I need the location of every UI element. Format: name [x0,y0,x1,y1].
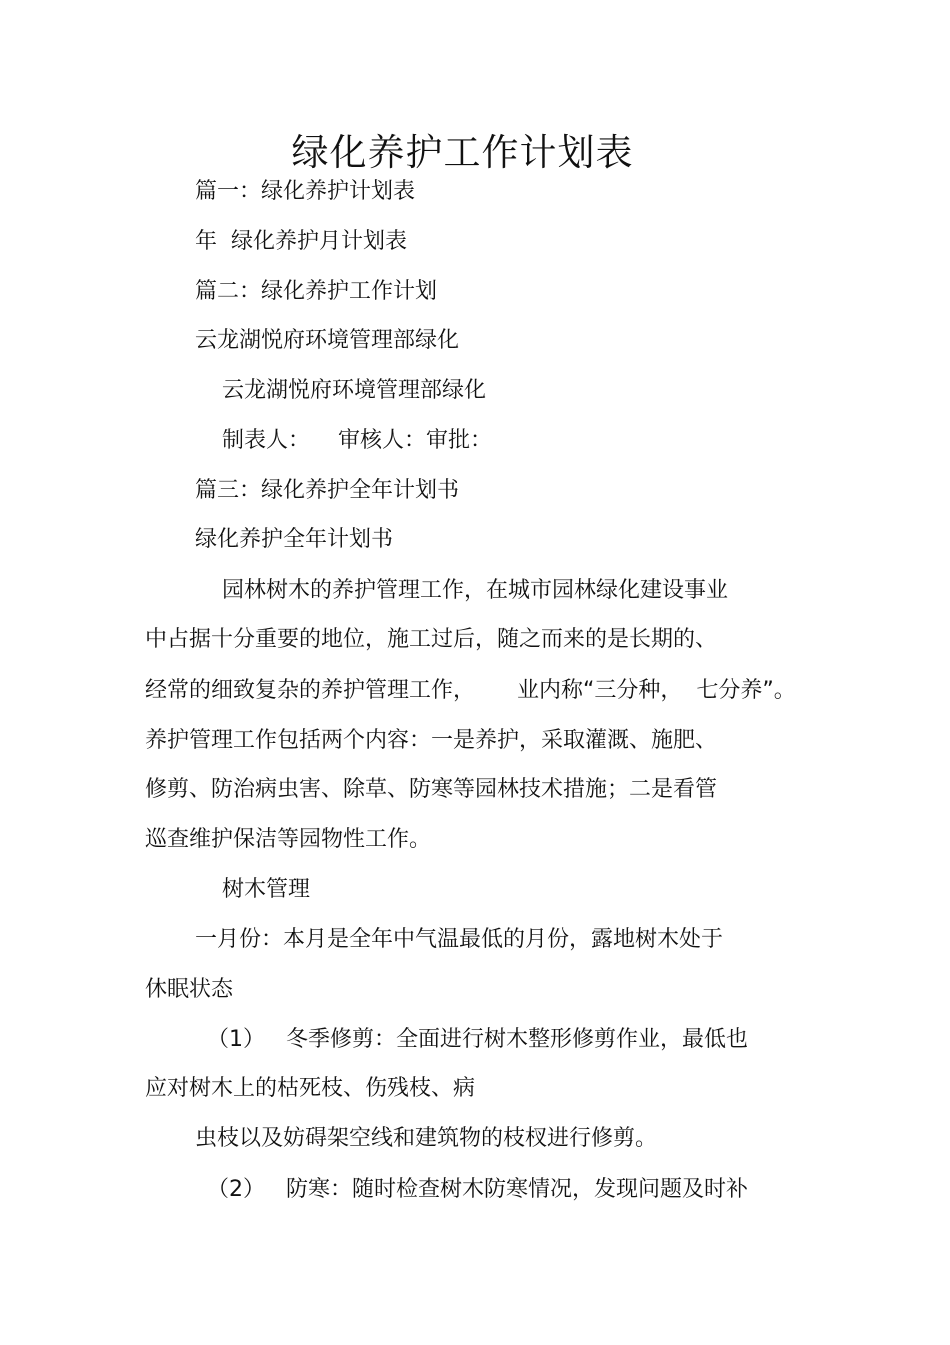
document-title: 绿化养护工作计划表 [291,131,634,174]
text-line: 云龙湖悦府环境管理部绿化 [222,378,487,403]
text-line: 树木管理 [222,877,311,902]
text-line: 虫枝以及妨碍架空线和建筑物的枝杈进行修剪。 [195,1126,658,1151]
text-line: 制表人： 审核人：审批： [222,428,492,453]
text-line: 绿化养护全年计划书 [195,527,394,552]
text-line: 经常的细致复杂的养护管理工作， 业内称“三分种， 七分养”。 [145,678,796,703]
text-line: 养护管理工作包括两个内容：一是养护，采取灌溉、施肥、 [145,728,718,753]
text-line: 云龙湖悦府环境管理部绿化 [195,328,460,353]
text-line: 园林树木的养护管理工作，在城市园林绿化建设事业 [222,578,729,603]
text-line: 年 绿化养护月计划表 [195,229,407,254]
text-line: 巡查维护保洁等园物性工作。 [145,827,432,852]
text-line: 修剪、防治病虫害、除草、防寒等园林技术措施；二是看管 [145,777,718,802]
text-line: 应对树木上的枯死枝、伤残枝、病 [145,1076,476,1101]
text-line: 一月份：本月是全年中气温最低的月份，露地树木处于 [195,927,724,952]
text-line: 篇三：绿化养护全年计划书 [195,478,460,503]
text-line: 休眠状态 [145,977,234,1002]
text-line: 篇二：绿化养护工作计划 [195,279,438,304]
text-line: 篇一：绿化养护计划表 [195,179,416,204]
text-line: （2） 防寒：随时检查树木防寒情况，发现问题及时补 [207,1177,748,1202]
text-line: 中占据十分重要的地位，施工过后，随之而来的是长期的、 [145,627,718,652]
text-line: （1） 冬季修剪：全面进行树木整形修剪作业，最低也 [207,1027,748,1052]
